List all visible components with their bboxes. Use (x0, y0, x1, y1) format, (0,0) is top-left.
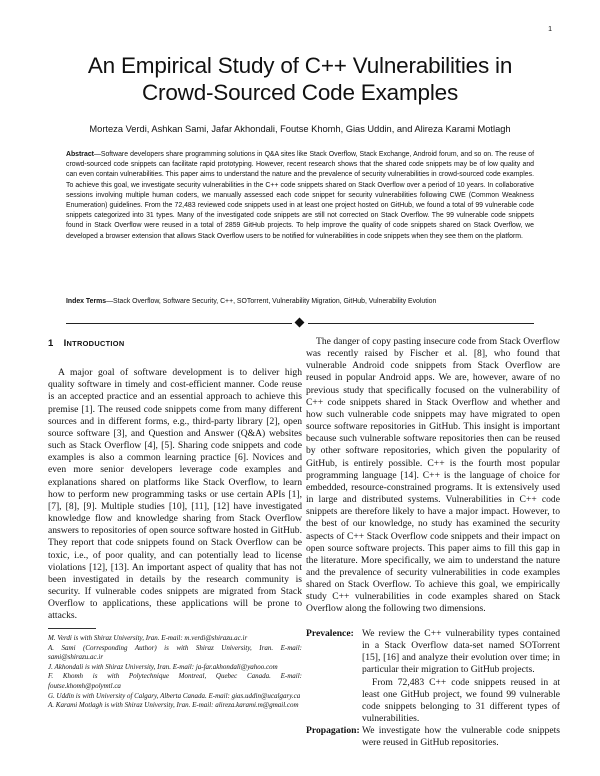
footnote-rule (48, 628, 96, 629)
title-line-2: Crowd-Sourced Code Examples (142, 80, 458, 105)
dimension-list (306, 628, 560, 750)
right-column (306, 336, 560, 616)
section-divider (66, 318, 534, 328)
abstract (66, 150, 534, 242)
list-item-label: Propagation: (306, 725, 360, 737)
author-footnotes (48, 634, 302, 711)
list-item-prevalence (306, 628, 560, 725)
abstract-label: Abstract (66, 151, 94, 158)
intro-paragraph: A major goal of software development is to deliver high quality software in timely and cost-efficient manner. Code reuse is an accepted practice and an essential approach to achieve this premise [1]. The reused code snippets come from many different sources and in different forms, e.g., third-party library [2], open source software [3], and Question and Answer (Q&A) websites such as Stack Overflow [4], [5]. Sharing code snippets and code examples is also a common learning practice [6]. Novices and even more senior developers leverage code examples and explanations shared on platforms like Stack Overflow, to learn how to perform new programming tasks or use certain APIs [1], [7], [8], [9]. Multiple studies [10], [11], [12] have investigated knowledge flow and knowledge sharing from Stack Overflow answers to repositories of open source software hosted in GitHub. They report that code snippets found on Stack Overflow can be toxic, i.e., of poor quality, and can potentially lead to license violations [12], [13]. An important aspect of quality that has not been investigated in details by the research community is security. If vulnerable codes snippets are migrated from Stack Overflow to applications, these applications will be prone to attacks. (48, 367, 302, 622)
footnote-item: J. Akhondali is with Shiraz University, Iran. E-mail: ja-far.akhondali@yahoo.com (48, 662, 278, 671)
list-item-propagation (306, 725, 560, 749)
list-item-label: Prevalence: (306, 628, 354, 639)
footnote-item: M. Verdi is with Shiraz University, Iran. E-mail: m.verdi@shirazu.ac.ir (48, 634, 248, 642)
footnote-item: G. Uddin is with University of Calgary, Alberta Canada. E-mail: gias.uddin@ucalgary.ca (48, 691, 301, 700)
author-list: Morteza Verdi, Ashkan Sami, Jafar Akhondali, Foutse Khomh, Gias Uddin, and Alireza Karami Motlagh (89, 124, 511, 134)
abstract-text: —Software developers share programming solutions in Q&A sites like Stack Overflow, Stack Exchange, Android forum, and so on. The reuse of crowd-sourced code snippets can facilitate rapid prototyping. However, recent research shows that the shared code snippets may be of low quality and can even contain vulnerabilities. This paper aims to understand the nature and the prevalence of security vulnerabilities in crowd-sourced code examples. To achieve this goal, we investigate security vulnerabilities in the C++ code snippets shared on Stack Overflow over a period of 10 years. In collaborative sessions involving multiple human coders, we manually assessed each code snippet for security vulnerabilities following CWE (Common Weakness Enumeration) guidelines. From the 72,483 reviewed code snippets used in at least one project hosted on GitHub, we found a total of 99 vulnerable code snippets categorized into 31 types. Many of the investigated code snippets are still not corrected on Stack Overflow. The 99 vulnerable code snippets found in Stack Overflow were reused in a total of 2859 GitHub projects. To help improve the quality of code snippets shared on Stack Overflow, we developed a browser extension that allows Stack Overflow users to be notified for vulnerabilities in code snippets when they see them on the platform. (66, 151, 534, 240)
index-terms-text: —Stack Overflow, Software Security, C++, SOTorrent, Vulnerability Migration, GitHub, Vulnerability Evolution (106, 298, 437, 305)
section-number: 1 (48, 338, 54, 349)
left-column (48, 338, 302, 622)
index-terms-label: Index Terms (66, 298, 107, 305)
motivation-paragraph: The danger of copy pasting insecure code from Stack Overflow was recently raised by Fischer et al. [8], who found that vulnerable Android code snippets from Stack Overflow are reused in popular Android apps. We are, however, aware of no previous study that specifically focused on the vulnerability of C++ code snippets shared in Stack Overflow and whether and how such vulnerable code snippets may have migrated to open source software repositories in GitHub. This insight is important because such vulnerable software repositories then can be reused by other software repositories, which given the popularity of GitHub, is entirely possible. C++ is the fourth most popular programming language [14]. C++ is the language of choice for embedded, resource-constrained programs. It is extensively used in large and distributed systems. Vulnerabilities in C++ code snippets are therefore likely to have a major impact. However, to the best of our knowledge, no study has examined the security aspects of C++ Stack Overflow code snippets and their impact on open source software projects. This paper aims to fill this gap in the literature. More specifically, we aim to understand the nature and the prevalence of security vulnerabilities in code examples shared on Stack Overflow. To achieve this goal, we empirically study C++ vulnerabilities in code examples shared on Stack Overflow along the following two dimensions. (306, 336, 560, 615)
section-title-rest: NTRODUCTION (66, 339, 125, 348)
footnote-item: A. Karami Motlagh is with Shiraz University, Iran. E-mail: alireza.karami.m@gmail.com (48, 701, 299, 710)
paper-title (40, 52, 560, 106)
list-item-text: We review the C++ vulnerability types contained in a Stack Overflow data-set named SOTorrent [15], [16] and analyze their evolution over time; in particular their migration to GitHub projects. (362, 628, 560, 676)
section-title-initial: I (63, 338, 67, 349)
page-number: 1 (548, 26, 552, 33)
list-item-continuation: From 72,483 C++ code snippets reused in at least one GitHub project, we found 99 vulnerable code snippets belonging to 31 different types of vulnerabilities. (362, 676, 560, 725)
title-line-1: An Empirical Study of C++ Vulnerabilities in (87, 53, 513, 78)
divider-diamond-icon (295, 318, 305, 328)
footnote-item: A. Sami (Corresponding Author) is with Shiraz University, Iran. E-mail: sami@shirazu.ac.ir (48, 643, 302, 662)
section-heading-introduction (48, 338, 302, 350)
list-item-text: We investigate how the vulnerable code snippets were reused in GitHub repositories. (362, 725, 560, 749)
footnote-item: F. Khomh is with Polytechnique Montreal, Quebec Canada. E-mail: foutse.khomh@polymtl.ca (48, 672, 302, 690)
index-terms (66, 297, 534, 307)
